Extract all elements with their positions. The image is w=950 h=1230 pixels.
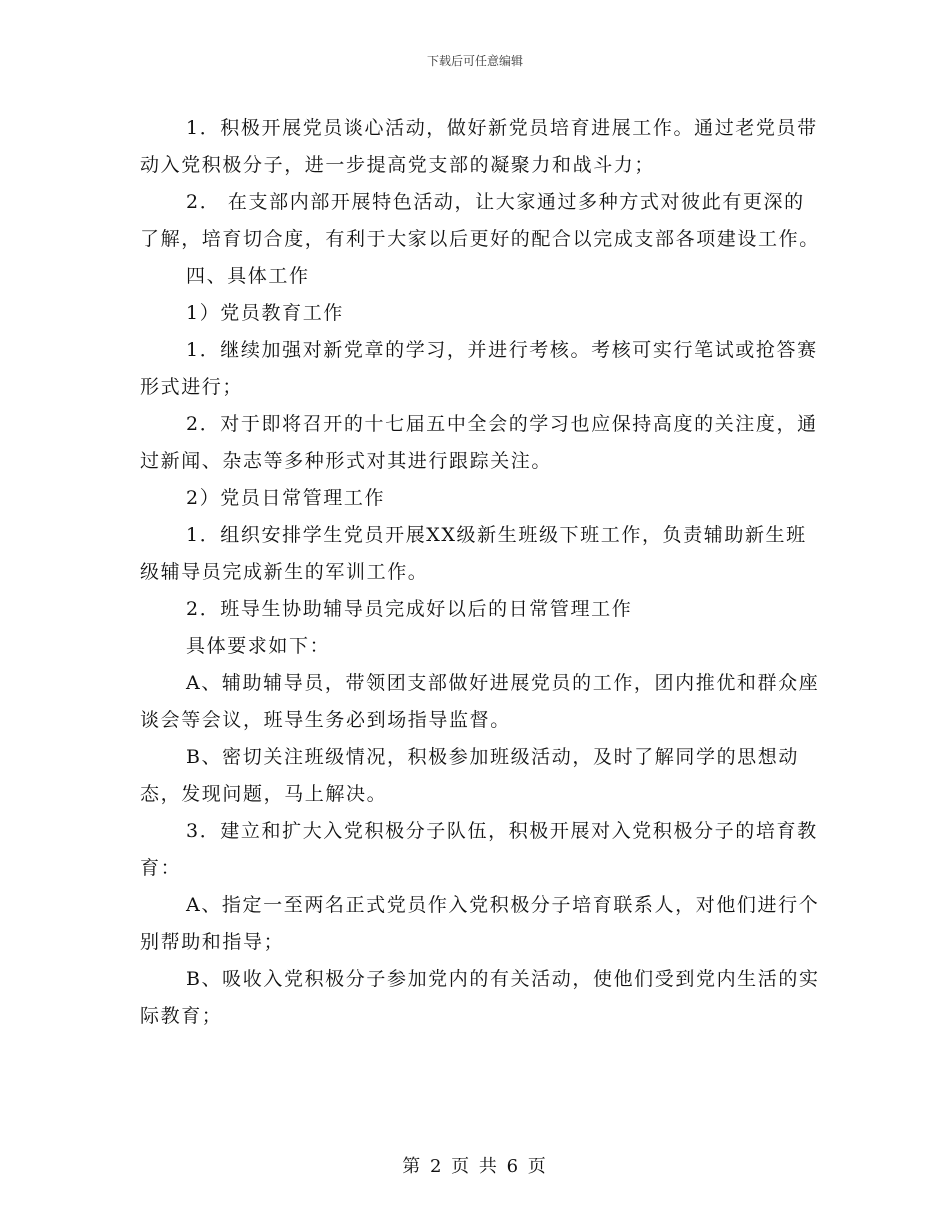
page-number-footer: 第 2 页 共 6 页 <box>402 1156 548 1177</box>
paragraph-4: 2．对于即将召开的十七届五中全会的学习也应保持高度的关注度，通过新闻、杂志等多种形式对其进行跟踪关注。 <box>140 413 818 472</box>
paragraph-7: A、辅助辅导员，带领团支部做好进展党员的工作，团内推优和群众座谈会等会议，班导生务必到场指导监督。 <box>140 672 820 731</box>
paragraph-2: 2． 在支部内部开展特色活动，让大家通过多种方式对彼此有更深的了解，培育切合度，有利于大家以后更好的配合以完成支部各项建设工作。 <box>140 191 820 250</box>
section-heading-specific-work: 四、具体工作 <box>186 265 310 287</box>
header-note: 下载后可任意编辑 <box>426 54 523 68</box>
paragraph-1: 1．积极开展党员谈心活动，做好新党员培育进展工作。通过老党员带动入党积极分子，进一步提高党支部的凝聚力和战斗力； <box>140 117 818 176</box>
paragraph-6: 2．班导生协助辅导员完成好以后的日常管理工作 <box>186 598 633 620</box>
subheading-party-education: 1）党员教育工作 <box>186 302 344 324</box>
paragraph-9: 3．建立和扩大入党积极分子队伍，积极开展对入党积极分子的培育教育： <box>140 820 818 879</box>
paragraph-8: B、密切关注班级情况，积极参加班级活动，及时了解同学的思想动态，发现问题，马上解决。 <box>140 746 799 805</box>
document-body <box>140 110 820 1035</box>
subheading-daily-management: 2）党员日常管理工作 <box>186 487 386 509</box>
paragraph-3: 1．继续加强对新党章的学习，并进行考核。考核可实行笔试或抢答赛形式进行； <box>140 339 818 398</box>
paragraph-11: B、吸收入党积极分子参加党内的有关活动，使他们受到党内生活的实际教育； <box>140 968 820 1027</box>
paragraph-10: A、指定一至两名正式党员作入党积极分子培育联系人，对他们进行个别帮助和指导； <box>140 894 820 953</box>
paragraph-requirements: 具体要求如下： <box>186 635 331 657</box>
paragraph-5: 1．组织安排学生党员开展XX级新生班级下班工作，负责辅助新生班级辅导员完成新生的军训工作。 <box>140 524 807 583</box>
